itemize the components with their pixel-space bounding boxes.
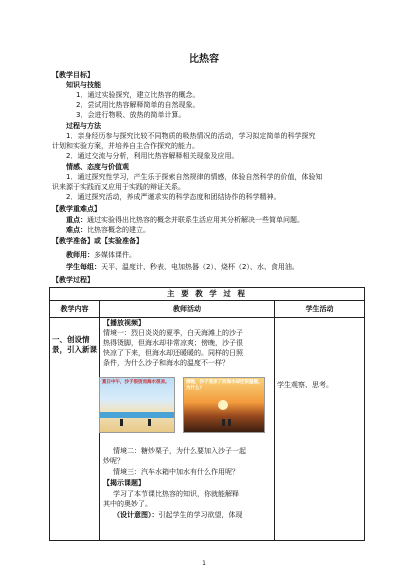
col-header-teacher: 教师活动	[100, 301, 274, 318]
emotion-item: 2．通过探究活动，养成严谨求实的科学态度和团结协作的科学精神。	[66, 193, 281, 201]
design-label: （设计意图）：	[113, 511, 159, 519]
process-heading: 过程与方法	[66, 122, 101, 130]
col-header-content: 教学内容	[50, 301, 99, 318]
key-text: 通过实验得出比热容的概念并联系生活应用其分析解决一些简单问题。	[87, 216, 304, 224]
person-shape	[222, 419, 225, 426]
emotion-item: 识来源于实践而又应用于实践的辩证关系。	[52, 183, 185, 191]
table-title: 主 要 教 学 过 程	[50, 288, 364, 301]
reveal-tag: 【揭示课题】	[103, 479, 145, 487]
person-shape	[148, 419, 151, 426]
process-item: 1．亲身经历参与探究比较不同物质的吸热情况的活动，学习拟定简单的科学探究	[66, 132, 316, 140]
process-item: 2．通过交流与分析，利用比热容解释相关现象及应用。	[66, 152, 239, 160]
difficult-text: 比热容概念的建立。	[87, 226, 150, 234]
reveal-line: 其中的奥妙了。	[103, 500, 152, 508]
video-tag: 【播放视频】	[103, 319, 145, 327]
difficult-label: 难点：	[66, 226, 87, 234]
key-points-heading: 【教学重难点】	[52, 205, 101, 213]
col-header-student: 学生活动	[275, 301, 364, 318]
person-shape	[228, 419, 231, 426]
pic1-caption: 夏日中午，沙子很烫而海水很凉。	[102, 380, 170, 385]
knowledge-item: 1．通过实验探究，建立比热容的概念。	[76, 91, 200, 99]
scene3-line: 情境三：汽车水箱中加水有什么作用呢？	[113, 468, 239, 476]
process-section-heading: 【教学过程】	[52, 276, 94, 284]
student-activity: 学生观察、思考。	[277, 381, 333, 389]
knowledge-heading: 知识与技能	[66, 81, 101, 89]
key-point	[66, 216, 304, 225]
objectives-heading: 【教学目标】	[52, 71, 94, 79]
teacher-label: 教师用：	[66, 251, 94, 259]
student-text: 天平、温度计、秒表、电加热器（2）、烧杯（2）、水、食用油。	[101, 263, 299, 271]
sun-shape	[218, 400, 228, 410]
column-divider	[274, 301, 275, 541]
key-label: 重点：	[66, 216, 87, 224]
scene1-line: 热得烫脚，但海水却非常凉爽；傍晚，沙子很	[103, 339, 243, 347]
design-intent	[113, 510, 243, 520]
person-shape	[120, 419, 123, 426]
scene1-line: 快凉了下来，但海水却还暖暖的。同样的日照	[103, 349, 243, 357]
teacher-prep	[66, 251, 136, 260]
scene1-line: 条件，为什么沙子和海水的温度不一样？	[103, 359, 229, 367]
prep-heading: 【教学准备】或【实验准备】	[52, 237, 143, 245]
emotion-item: 1．通过探究性学习，产生乐于探索自然规律的情感，体验自然科学的价值，体验知	[66, 173, 323, 181]
teacher-text: 多媒体课件。	[94, 251, 136, 259]
pic2-caption: 傍晚，沙子变凉了而海水却还很温暖。为什么？	[186, 380, 263, 391]
scene2-line: 炒呢？	[103, 457, 124, 465]
section-label: 一、创设情景，引入新课	[52, 335, 97, 354]
student-prep	[66, 263, 299, 272]
scene2-line: 情境二：糖炒栗子，为什么要加入沙子一起	[113, 447, 246, 455]
scene1-line: 情境一：烈日炎炎的夏季，白天海滩上的沙子	[103, 329, 243, 337]
difficult-point	[66, 226, 150, 235]
knowledge-item: 2．尝试用比热容解释简单的自然现象。	[76, 101, 200, 109]
process-item: 计划和实验方案，并培养自主合作探究的能力。	[52, 142, 199, 150]
emotion-heading: 情感、态度与价值观	[66, 163, 129, 171]
beach-evening-image	[183, 377, 265, 433]
design-text: 引起学生的学习欲望，体现	[158, 511, 243, 519]
page-number: 1	[202, 560, 206, 567]
document-title: 比热容	[189, 54, 219, 65]
sea-shape	[100, 412, 174, 418]
knowledge-item: 3．会进行物吸、放热的简单计算。	[76, 111, 186, 119]
reveal-line: 学习了本节课比热容的知识，你就能解释	[113, 490, 239, 498]
beach-noon-image	[99, 377, 175, 433]
student-label: 学生每组：	[66, 263, 101, 271]
